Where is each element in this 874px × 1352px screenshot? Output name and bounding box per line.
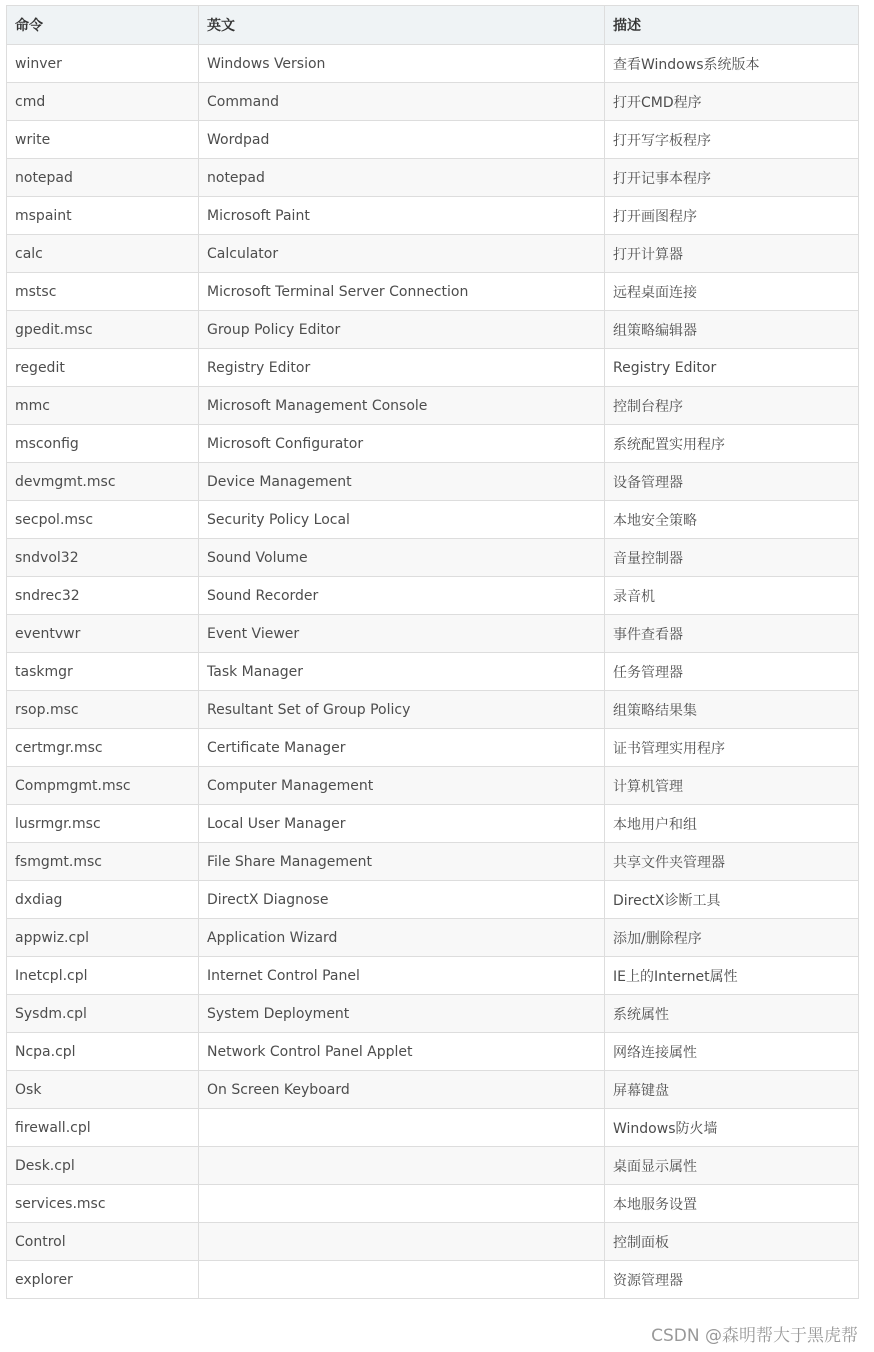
cell-english: Wordpad: [199, 121, 605, 159]
table-row: [7, 311, 859, 349]
cell-command: mstsc: [7, 273, 199, 311]
cell-english: Microsoft Configurator: [199, 425, 605, 463]
table-row: [7, 425, 859, 463]
cell-command: services.msc: [7, 1185, 199, 1223]
cell-description: 系统配置实用程序: [605, 425, 859, 463]
cell-english: Network Control Panel Applet: [199, 1033, 605, 1071]
cell-command: mmc: [7, 387, 199, 425]
cell-english: [199, 1261, 605, 1299]
cell-description: 网络连接属性: [605, 1033, 859, 1071]
table-header: [7, 6, 859, 45]
table-row: [7, 1261, 859, 1299]
cell-english: [199, 1109, 605, 1147]
table-row: [7, 767, 859, 805]
table-row: [7, 501, 859, 539]
cell-english: Group Policy Editor: [199, 311, 605, 349]
cell-command: certmgr.msc: [7, 729, 199, 767]
cell-command: devmgmt.msc: [7, 463, 199, 501]
cell-command: Inetcpl.cpl: [7, 957, 199, 995]
cell-command: firewall.cpl: [7, 1109, 199, 1147]
cell-command: appwiz.cpl: [7, 919, 199, 957]
table-row: [7, 1071, 859, 1109]
table-row: [7, 919, 859, 957]
cell-english: Internet Control Panel: [199, 957, 605, 995]
table-row: [7, 159, 859, 197]
cell-description: 事件查看器: [605, 615, 859, 653]
table-row: [7, 729, 859, 767]
table-row: [7, 1185, 859, 1223]
cell-description: 打开记事本程序: [605, 159, 859, 197]
cell-description: 计算机管理: [605, 767, 859, 805]
cell-command: cmd: [7, 83, 199, 121]
cell-command: msconfig: [7, 425, 199, 463]
cell-command: explorer: [7, 1261, 199, 1299]
table-row: [7, 653, 859, 691]
cell-english: Event Viewer: [199, 615, 605, 653]
cell-english: [199, 1147, 605, 1185]
cell-description: 屏幕键盘: [605, 1071, 859, 1109]
table-row: [7, 463, 859, 501]
cell-description: 音量控制器: [605, 539, 859, 577]
cell-command: secpol.msc: [7, 501, 199, 539]
cell-english: Certificate Manager: [199, 729, 605, 767]
cell-command: dxdiag: [7, 881, 199, 919]
table-row: [7, 843, 859, 881]
cell-english: Microsoft Paint: [199, 197, 605, 235]
cell-description: 本地服务设置: [605, 1185, 859, 1223]
table-row: [7, 577, 859, 615]
cell-description: 组策略结果集: [605, 691, 859, 729]
table-body: [7, 45, 859, 1299]
cell-english: notepad: [199, 159, 605, 197]
cell-english: Resultant Set of Group Policy: [199, 691, 605, 729]
cell-command: rsop.msc: [7, 691, 199, 729]
cell-english: Application Wizard: [199, 919, 605, 957]
cell-command: Sysdm.cpl: [7, 995, 199, 1033]
cell-english: [199, 1223, 605, 1261]
cell-english: [199, 1185, 605, 1223]
cell-description: 打开计算器: [605, 235, 859, 273]
table-row: [7, 235, 859, 273]
cell-english: DirectX Diagnose: [199, 881, 605, 919]
table-row: [7, 1109, 859, 1147]
table-row: [7, 691, 859, 729]
cell-command: Compmgmt.msc: [7, 767, 199, 805]
cell-command: winver: [7, 45, 199, 83]
cell-command: gpedit.msc: [7, 311, 199, 349]
cell-command: sndvol32: [7, 539, 199, 577]
cell-command: mspaint: [7, 197, 199, 235]
cell-english: Security Policy Local: [199, 501, 605, 539]
cell-english: Microsoft Management Console: [199, 387, 605, 425]
table-row: [7, 805, 859, 843]
cell-command: Desk.cpl: [7, 1147, 199, 1185]
header-command: 命令: [7, 6, 199, 45]
table-row: [7, 1223, 859, 1261]
cell-english: Local User Manager: [199, 805, 605, 843]
cell-english: Sound Volume: [199, 539, 605, 577]
cell-command: eventvwr: [7, 615, 199, 653]
cell-command: lusrmgr.msc: [7, 805, 199, 843]
table-row: [7, 45, 859, 83]
table-row: [7, 197, 859, 235]
cell-english: System Deployment: [199, 995, 605, 1033]
cell-english: Registry Editor: [199, 349, 605, 387]
cell-command: calc: [7, 235, 199, 273]
cell-description: Windows防火墙: [605, 1109, 859, 1147]
table-row: [7, 995, 859, 1033]
table-row: [7, 539, 859, 577]
cell-description: 证书管理实用程序: [605, 729, 859, 767]
cell-description: 组策略编辑器: [605, 311, 859, 349]
table-row: [7, 615, 859, 653]
cell-description: DirectX诊断工具: [605, 881, 859, 919]
cell-command: fsmgmt.msc: [7, 843, 199, 881]
cell-description: 控制面板: [605, 1223, 859, 1261]
table-row: [7, 957, 859, 995]
cell-english: File Share Management: [199, 843, 605, 881]
cell-description: 桌面显示属性: [605, 1147, 859, 1185]
cell-description: 远程桌面连接: [605, 273, 859, 311]
cell-description: 本地用户和组: [605, 805, 859, 843]
header-row: [7, 6, 859, 45]
cell-description: Registry Editor: [605, 349, 859, 387]
cell-command: Ncpa.cpl: [7, 1033, 199, 1071]
cell-description: 打开画图程序: [605, 197, 859, 235]
cell-english: Microsoft Terminal Server Connection: [199, 273, 605, 311]
cell-description: 查看Windows系统版本: [605, 45, 859, 83]
cell-command: taskmgr: [7, 653, 199, 691]
command-table: [6, 5, 859, 1299]
header-english: 英文: [199, 6, 605, 45]
cell-english: Task Manager: [199, 653, 605, 691]
table-row: [7, 273, 859, 311]
cell-command: sndrec32: [7, 577, 199, 615]
cell-description: 打开CMD程序: [605, 83, 859, 121]
table-row: [7, 1147, 859, 1185]
cell-description: 设备管理器: [605, 463, 859, 501]
cell-command: Osk: [7, 1071, 199, 1109]
table-row: [7, 1033, 859, 1071]
cell-description: 录音机: [605, 577, 859, 615]
cell-command: write: [7, 121, 199, 159]
cell-command: Control: [7, 1223, 199, 1261]
cell-description: 控制台程序: [605, 387, 859, 425]
table-row: [7, 83, 859, 121]
cell-description: 打开写字板程序: [605, 121, 859, 159]
cell-command: regedit: [7, 349, 199, 387]
watermark: CSDN @森明帮大于黑虎帮: [651, 1326, 858, 1346]
cell-description: 资源管理器: [605, 1261, 859, 1299]
table-row: [7, 349, 859, 387]
cell-english: Device Management: [199, 463, 605, 501]
cell-description: 添加/删除程序: [605, 919, 859, 957]
cell-description: 共享文件夹管理器: [605, 843, 859, 881]
table-row: [7, 387, 859, 425]
cell-english: Command: [199, 83, 605, 121]
table-row: [7, 881, 859, 919]
cell-english: Calculator: [199, 235, 605, 273]
cell-english: Computer Management: [199, 767, 605, 805]
cell-description: 本地安全策略: [605, 501, 859, 539]
cell-english: On Screen Keyboard: [199, 1071, 605, 1109]
table-row: [7, 121, 859, 159]
cell-description: 任务管理器: [605, 653, 859, 691]
cell-description: 系统属性: [605, 995, 859, 1033]
cell-command: notepad: [7, 159, 199, 197]
cell-english: Sound Recorder: [199, 577, 605, 615]
cell-description: IE上的Internet属性: [605, 957, 859, 995]
cell-english: Windows Version: [199, 45, 605, 83]
header-description: 描述: [605, 6, 859, 45]
